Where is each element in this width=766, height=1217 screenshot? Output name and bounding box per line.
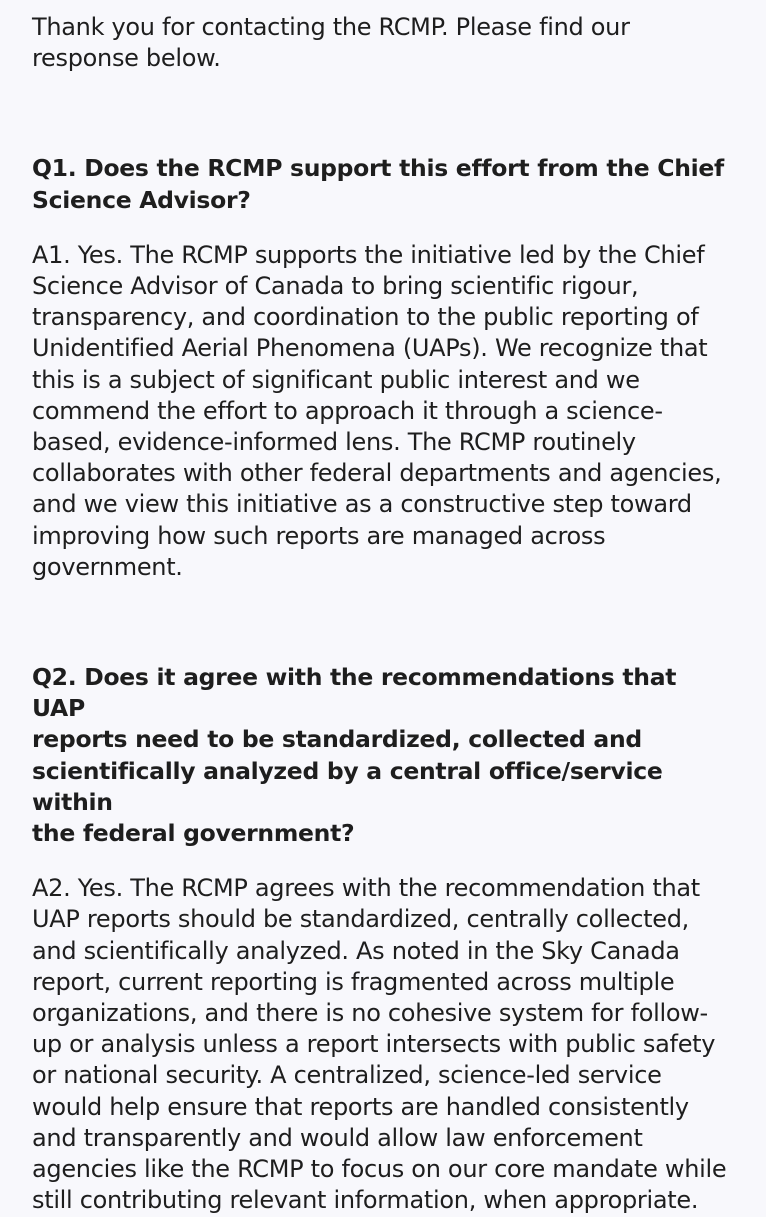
question-1-heading: Q1. Does the RCMP support this effort from the Chief Science Advisor? [32, 154, 724, 214]
answer-1-paragraph: A1. Yes. The RCMP supports the initiative led by the Chief Science Advisor of Canada to bring scientific rigour, transparency, and coordination to the public reporting of Unidentified Aerial Phenomena (UAPs). We recognize that this is a subject of significant public interest and we commend the effort to approach it through a science- based, evidence-informed lens. The RCMP routinely collaborates with other federal departments and agencies, and we view this initiative as a constructive step toward improving how such reports are managed across government. [32, 240, 722, 581]
question-2-heading: Q2. Does it agree with the recommendations that UAP reports need to be standardized, collected and scientifically analyzed by a central office/service within the federal government? [32, 663, 677, 848]
intro-paragraph: Thank you for contacting the RCMP. Please find our response below. [32, 13, 630, 73]
answer-2-paragraph: A2. Yes. The RCMP agrees with the recommendation that UAP reports should be standardized, centrally collected, and scientifically analyzed. As noted in the Sky Canada report, current reporting is fragmented across multiple organizations, and there is no cohesive system for follow- up or analysis unless a report intersects with public safety or national security. A centralized, science-led service would help ensure that reports are handled consistently and transparently and would allow law enforcement agencies like the RCMP to focus on our core mandate while still contributing relevant information, when appropriate. [32, 874, 727, 1215]
